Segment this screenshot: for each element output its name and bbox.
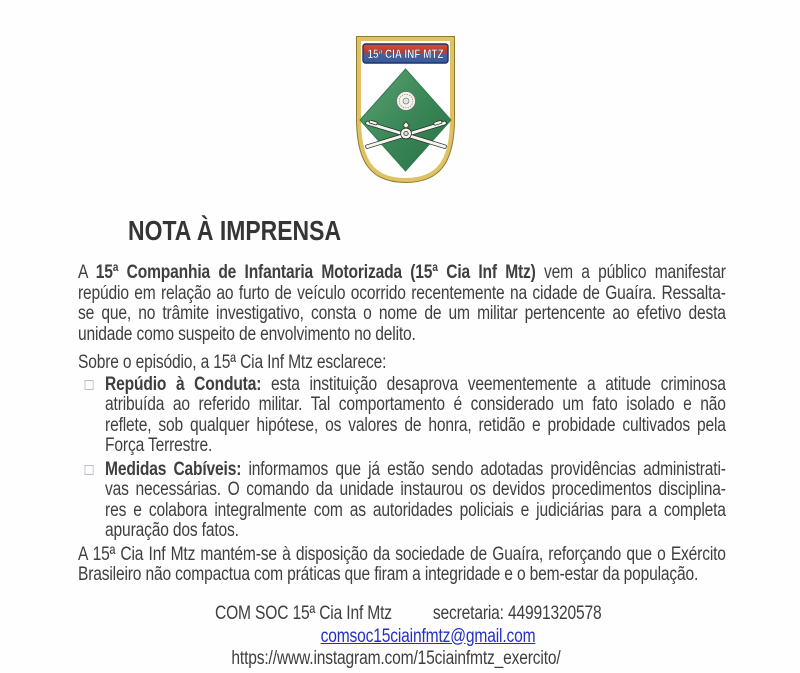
bullet-text xyxy=(105,375,726,457)
text-line: Medidas Cabíveis: informamos que já estão sendo adotadas providências administrati- xyxy=(105,458,726,480)
roundel-icon xyxy=(397,92,416,111)
instagram-url: https://www.instagram.com/15ciainfmtz_exercito/ xyxy=(231,648,561,669)
unit-crest-graphic xyxy=(352,36,459,183)
bullet-item-repudio xyxy=(78,375,726,457)
document-title: NOTA À IMPRENSA xyxy=(128,215,342,246)
text-line: unidade como suspeito de envolvimento no delito. xyxy=(78,323,416,345)
text-line: reflete, sob qualquer hipótese, os valores de honra, retidão e probidade cultivados pela xyxy=(105,414,726,436)
text-line: apuração dos fatos. xyxy=(105,520,239,541)
text-line: Força Terrestre. xyxy=(105,435,213,456)
lead-in-line: Sobre o episódio, a 15ª Cia Inf Mtz esclarece: xyxy=(78,352,387,373)
email-link[interactable]: comsoc15ciainfmtz@gmail.com xyxy=(320,625,536,647)
document-body xyxy=(78,263,726,586)
footer-email-line xyxy=(77,626,779,649)
text-line: res e colabora integralmente com as autoridades policiais e judiciárias para a completa xyxy=(105,499,726,521)
text-line: A 15ª Companhia de Infantaria Motorizada (15ª Cia Inf Mtz) vem a público manifestar xyxy=(78,262,726,283)
text-line: se que, no trâmite investigativo, consta o nome de um militar pertencente ao efetivo desta xyxy=(78,303,726,324)
bullet-square-icon xyxy=(85,380,94,390)
text-line: Repúdio à Conduta: esta instituição desaprova veementemente a atitude criminosa xyxy=(105,373,726,395)
intro-paragraph xyxy=(78,263,726,345)
footer-org: COM SOC 15ª Cia Inf Mtz xyxy=(215,603,392,624)
footer-contact-line xyxy=(215,603,601,626)
bullet-square-icon xyxy=(85,465,94,475)
text-line: atribuída ao referido militar. Tal comportamento é considerado um fato isolado e não xyxy=(105,394,726,415)
text-line: repúdio em relação ao furto de veículo ocorrido recentemente na cidade de Guaíra. Ressalta- xyxy=(78,282,726,304)
banner xyxy=(363,44,448,63)
bullet-text xyxy=(105,460,726,542)
text-line: Brasileiro não compactua com práticas que firam a integridade e o bem-estar da população. xyxy=(78,564,699,585)
banner-text: 15ª CIA INF MTZ xyxy=(367,47,444,61)
text-line: vas necessárias. O comando da unidade instaurou os devidos procedimentos disciplina- xyxy=(105,479,726,500)
closing-paragraph xyxy=(78,545,726,586)
text-line: A 15ª Cia Inf Mtz mantém-se à disposição da sociedade de Guaíra, reforçando que o Exército xyxy=(78,543,726,565)
footer-secretary: secretaria: 44991320578 xyxy=(432,603,602,624)
bullet-item-medidas xyxy=(78,460,726,542)
unit-crest xyxy=(352,36,459,183)
